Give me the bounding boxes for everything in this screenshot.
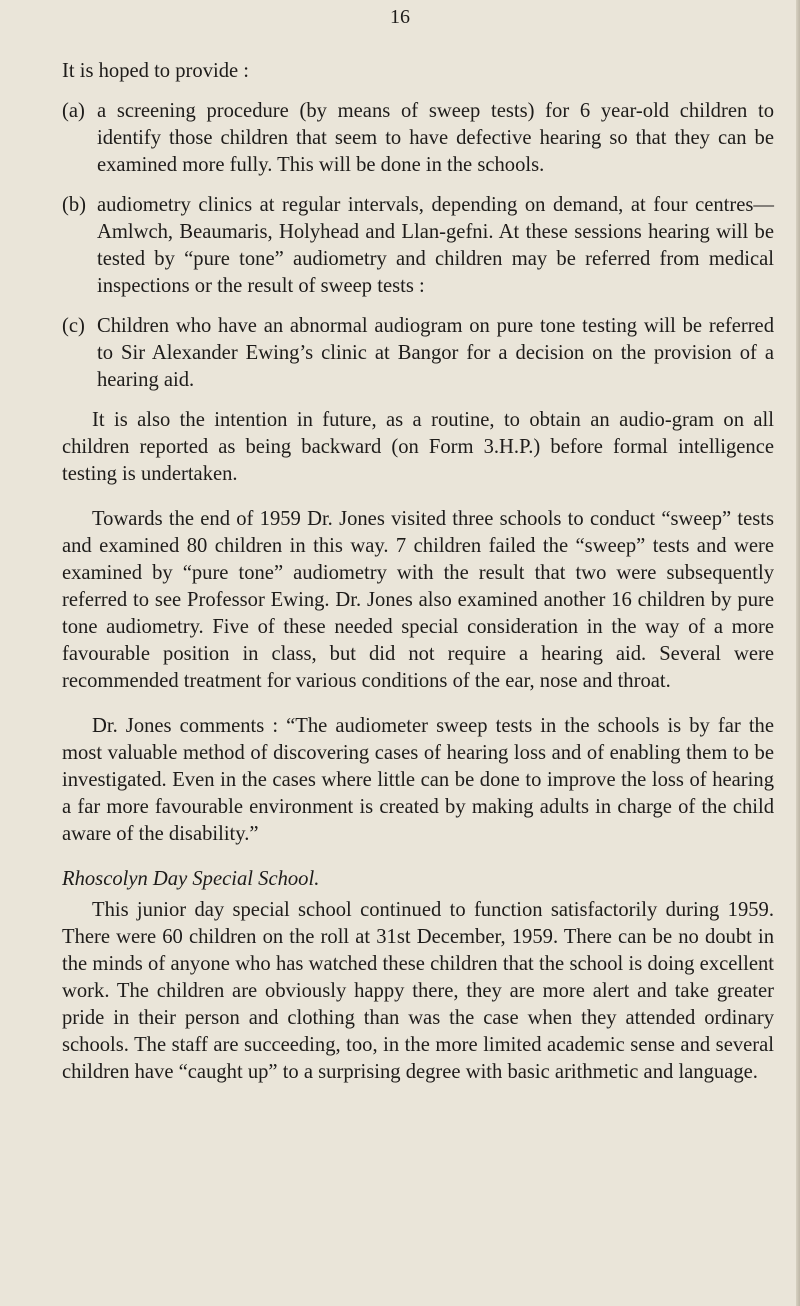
list-item-c — [62, 313, 774, 394]
page-edge-shadow — [796, 0, 800, 1306]
list-marker: (c) — [62, 315, 85, 337]
list-item-b — [62, 192, 774, 300]
list-item-text: audiometry clinics at regular intervals, depending on demand, at four centres—Amlwch, Beaumaris, Holyhead and Llan-gefni. At these sessions hearing will be tested by “pure tone” audiometry and children may be referred from medical inspections or the result of sweep tests : — [97, 194, 774, 297]
paragraph-dr-jones-comments: Dr. Jones comments : “The audiometer sweep tests in the schools is by far the most valuable method of discovering cases of hearing loss and of enabling them to be investigated. Even in the cases where little can be done to improve the loss of hearing a far more favourable environment is created by making adults in charge of the child aware of the disability.” — [62, 715, 774, 845]
list-item-text: Children who have an abnormal audiogram on pure tone testing will be referred to Sir Alexander Ewing’s clinic at Bangor for a decision on the provision of a hearing aid. — [97, 315, 774, 391]
page-number: 16 — [390, 6, 410, 28]
intro-text: It is hoped to provide : — [62, 60, 250, 82]
list-item-text: a screening procedure (by means of sweep tests) for 6 year-old children to identify those children that seem to have defective hearing so that they can be examined more fully. This will be done in the schools. — [97, 100, 774, 176]
list-item-a — [62, 98, 774, 179]
list-marker: (a) — [62, 100, 85, 122]
section-heading: Rhoscolyn Day Special School. — [62, 868, 320, 890]
paragraph-rhoscolyn-school: This junior day special school continued to function satisfactorily during 1959. There were 60 children on the roll at 31st December, 1959. There can be no doubt in the minds of anyone who has watched these children that the school is doing excellent work. The children are obviously happy there, they are more alert and take greater pride in their person and clothing than was the case when they attended ordinary schools. The staff are succeeding, too, in the more limited academic sense and several children have “caught up” to a surprising degree with basic arithmetic and language. — [62, 899, 774, 1083]
list-marker: (b) — [62, 194, 87, 216]
paragraph-sweep-tests-1959: Towards the end of 1959 Dr. Jones visited three schools to conduct “sweep” tests and examined 80 children in this way. 7 children failed the “sweep” tests and were examined by “pure tone” audiometry with the result that two were subsequently referred to see Professor Ewing. Dr. Jones also examined another 16 children by pure tone audiometry. Five of these needed special consideration in the way of a more favourable position in class, but did not require a hearing aid. Several were recommended treatment for various conditions of the ear, nose and throat. — [62, 508, 774, 692]
page-content — [62, 58, 774, 1104]
paragraph-audiogram-intention: It is also the intention in future, as a routine, to obtain an audio-gram on all children reported as being backward (on Form 3.H.P.) before formal intelligence testing is undertaken. — [62, 409, 774, 485]
